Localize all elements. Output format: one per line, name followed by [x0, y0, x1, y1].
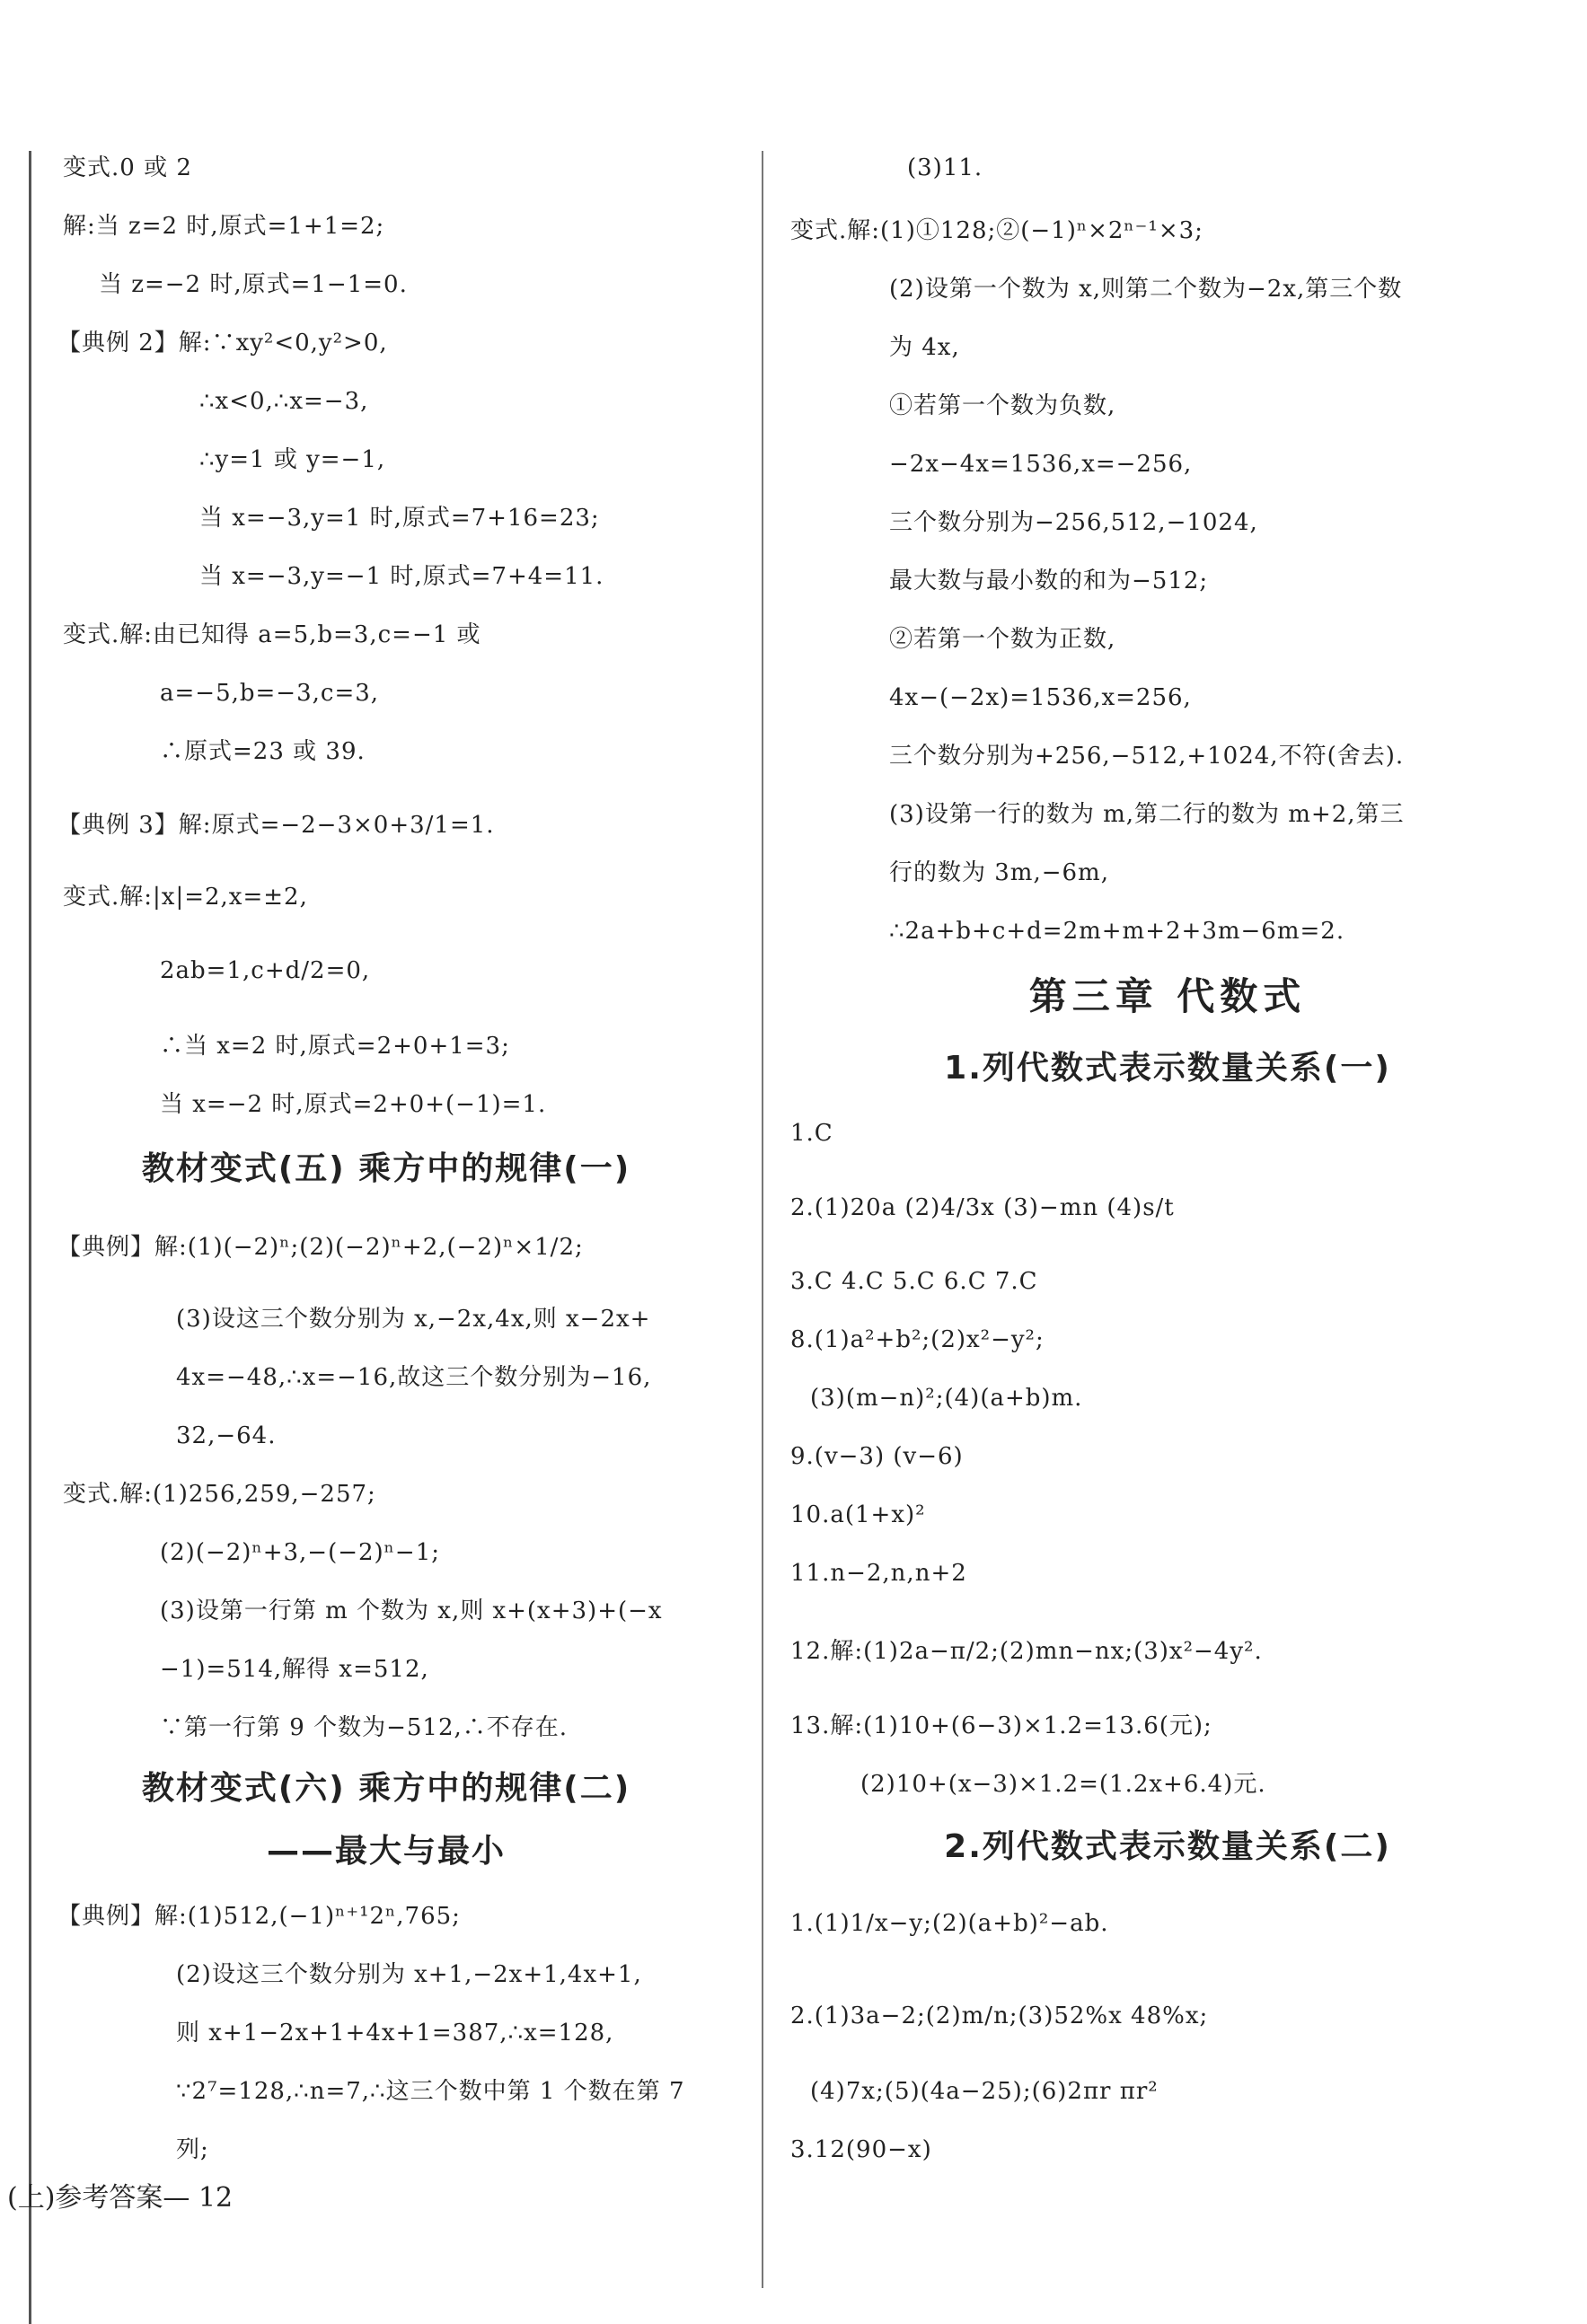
answer-line: ∴原式=23 或 39. [160, 738, 366, 765]
answer-line: 【典例】解:(1)(−2)ⁿ;(2)(−2)ⁿ+2,(−2)ⁿ×1/2; [57, 1234, 584, 1261]
answer-line: 【典例 2】解:∵xy²<0,y²>0, [57, 330, 388, 357]
answer-line: 三个数分别为+256,−512,+1024,不符(舍去). [889, 743, 1405, 770]
answer-line: 8.(1)a²+b²;(2)x²−y²; [790, 1326, 1045, 1353]
answer-line: 变式.0 或 2 [63, 154, 192, 181]
answer-line: 当 x=−2 时,原式=2+0+(−1)=1. [160, 1091, 547, 1118]
answer-line: −2x−4x=1536,x=−256, [889, 451, 1193, 478]
answer-line: ②若第一个数为正数, [889, 626, 1116, 653]
answer-line: 列; [176, 2136, 209, 2163]
answer-line: 当 z=−2 时,原式=1−1=0. [99, 271, 408, 298]
answer-line: 最大数与最小数的和为−512; [889, 568, 1209, 594]
answer-line: (2)设这三个数分别为 x+1,−2x+1,4x+1, [176, 1961, 642, 1988]
answer-line: 1.(1)1/x−y;(2)(a+b)²−ab. [790, 1910, 1109, 1937]
answer-line: a=−5,b=−3,c=3, [160, 680, 380, 707]
answer-line: ∴2a+b+c+d=2m+m+2+3m−6m=2. [889, 918, 1345, 945]
answer-line: 3.12(90−x) [790, 2136, 932, 2163]
answer-line: (3)设第一行第 m 个数为 x,则 x+(x+3)+(−x [160, 1598, 663, 1624]
left-margin-rule [29, 151, 31, 2324]
answer-line: 三个数分别为−256,512,−1024, [889, 509, 1258, 536]
answer-line: −1)=514,解得 x=512, [160, 1656, 429, 1683]
answer-line: 行的数为 3m,−6m, [889, 859, 1109, 886]
section-heading: 1.列代数式表示数量关系(一) [944, 1050, 1391, 1087]
answer-line: 【典例 3】解:原式=−2−3×0+3/1=1. [57, 812, 495, 839]
column-divider [762, 151, 763, 2288]
answer-line: (2)(−2)ⁿ+3,−(−2)ⁿ−1; [160, 1539, 441, 1566]
answer-line: 变式.解:由已知得 a=5,b=3,c=−1 或 [63, 621, 481, 648]
answer-line: 10.a(1+x)² [790, 1501, 926, 1528]
answer-line: ∵第一行第 9 个数为−512,∴不存在. [160, 1714, 569, 1741]
section-heading: 教材变式(五) 乘方中的规律(一) [141, 1150, 631, 1187]
answer-line: 12.解:(1)2a−π/2;(2)mn−nx;(3)x²−4y². [790, 1638, 1263, 1665]
answer-line: 32,−64. [176, 1422, 277, 1449]
section-heading: ——最大与最小 [266, 1833, 506, 1870]
answer-line: 13.解:(1)10+(6−3)×1.2=13.6(元); [790, 1712, 1212, 1739]
answer-line: (2)10+(x−3)×1.2=(1.2x+6.4)元. [860, 1771, 1266, 1798]
answer-line: 4x−(−2x)=1536,x=256, [889, 684, 1192, 711]
answer-line: (4)7x;(5)(4a−25);(6)2πr πr² [810, 2078, 1159, 2105]
answer-line: ∴y=1 或 y=−1, [199, 446, 386, 473]
answer-line: 4x=−48,∴x=−16,故这三个数分别为−16, [176, 1364, 652, 1391]
answer-line: (3)设第一行的数为 m,第二行的数为 m+2,第三 [889, 801, 1405, 828]
answer-line: 3.C 4.C 5.C 6.C 7.C [790, 1268, 1038, 1295]
answer-line: 变式.解:|x|=2,x=±2, [63, 884, 308, 911]
section-heading: 教材变式(六) 乘方中的规律(二) [141, 1770, 631, 1807]
answer-line: (2)设第一个数为 x,则第二个数为−2x,第三个数 [889, 276, 1403, 303]
answer-line: ∵2⁷=128,∴n=7,∴这三个数中第 1 个数在第 7 [176, 2078, 685, 2105]
answer-line: ∴x<0,∴x=−3, [199, 388, 369, 415]
answer-line: 变式.解:(1)256,259,−257; [63, 1481, 376, 1508]
answer-line: (3)设这三个数分别为 x,−2x,4x,则 x−2x+ [176, 1306, 651, 1333]
section-heading: 第三章 代数式 [1028, 974, 1307, 1018]
answer-line: 当 x=−3,y=−1 时,原式=7+4=11. [199, 563, 604, 590]
answer-line: ∴当 x=2 时,原式=2+0+1=3; [160, 1033, 510, 1060]
answer-line: 11.n−2,n,n+2 [790, 1560, 967, 1587]
answer-line: (3)11. [907, 154, 983, 181]
answer-line: 2.(1)3a−2;(2)m/n;(3)52%x 48%x; [790, 2003, 1209, 2029]
answer-line: 当 x=−3,y=1 时,原式=7+16=23; [199, 505, 600, 532]
page-footer: (上)参考答案— 12 [7, 2182, 234, 2214]
answer-line: 【典例】解:(1)512,(−1)ⁿ⁺¹2ⁿ,765; [57, 1903, 461, 1930]
answer-line: 1.C [790, 1120, 833, 1147]
answer-line: 变式.解:(1)①128;②(−1)ⁿ×2ⁿ⁻¹×3; [790, 217, 1203, 244]
answer-line: 2ab=1,c+d/2=0, [160, 957, 371, 984]
answer-line: ①若第一个数为负数, [889, 392, 1116, 419]
section-heading: 2.列代数式表示数量关系(二) [944, 1828, 1391, 1865]
answer-line: 9.(v−3) (v−6) [790, 1443, 964, 1470]
answer-line: 为 4x, [889, 334, 960, 361]
answer-line: 解:当 z=2 时,原式=1+1=2; [63, 213, 385, 240]
answer-line: 2.(1)20a (2)4/3x (3)−mn (4)s/t [790, 1194, 1175, 1221]
answer-line: (3)(m−n)²;(4)(a+b)m. [810, 1385, 1083, 1412]
answer-line: 则 x+1−2x+1+4x+1=387,∴x=128, [176, 2020, 614, 2047]
